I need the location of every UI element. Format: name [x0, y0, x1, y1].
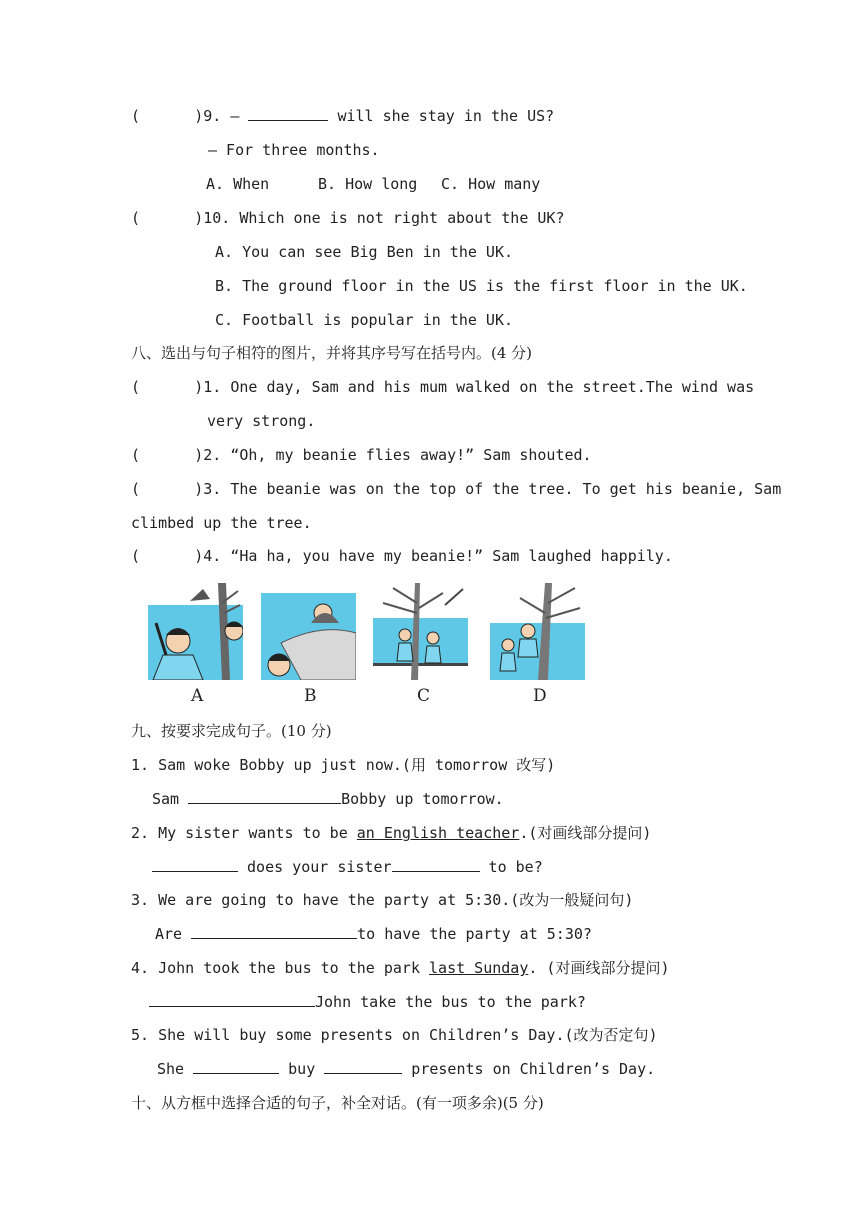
s8-paren: ( ): [131, 378, 204, 396]
q9-question: will she stay in the US?: [337, 107, 555, 125]
q9-dash: —: [230, 107, 240, 125]
q9-paren: ( ): [131, 107, 204, 125]
picture-label-a: A: [191, 686, 204, 706]
underlined-part: last Sunday: [429, 959, 529, 977]
answer-blank[interactable]: [191, 924, 357, 939]
answer-suffix: John take the bus to the park?: [315, 993, 586, 1011]
q10-option-c: C. Football is popular in the UK.: [215, 311, 514, 329]
s8-item-2: [131, 445, 592, 465]
q9-number: 9.: [203, 107, 222, 125]
answer-blank[interactable]: [392, 857, 480, 872]
picture-label-d: D: [533, 686, 547, 706]
q9-option-b: B. How long: [318, 175, 418, 193]
q9-option-a: A. When: [206, 175, 270, 193]
s8-text: 2. “Oh, my beanie flies away!” Sam shouted.: [203, 446, 592, 464]
answer-blank[interactable]: [193, 1059, 279, 1074]
q10-option-a: A. You can see Big Ben in the UK.: [215, 243, 514, 261]
s9-q1-answer: [152, 789, 504, 809]
s9-q2-answer: [152, 857, 543, 877]
question-instruction: .(对画线部分提问): [519, 824, 652, 842]
picture-b: [261, 583, 356, 680]
picture-label-c: C: [417, 686, 431, 706]
q10-paren: ( ): [131, 209, 204, 227]
s9-q5-answer: [157, 1059, 655, 1079]
s9-q4: [131, 958, 669, 978]
answer-middle: buy: [279, 1060, 325, 1078]
s8-text: 1. One day, Sam and his mum walked on the street.The wind was: [203, 378, 755, 396]
question-text: 4. John took the bus to the park: [131, 959, 430, 977]
answer-suffix: to have the party at 5:30?: [357, 925, 592, 943]
picture-label-b: B: [304, 686, 317, 706]
s8-item-1-cont: very strong.: [207, 412, 316, 430]
s9-q2: [131, 823, 651, 843]
question-instruction: . (对画线部分提问): [528, 959, 670, 977]
picture-d: [490, 583, 585, 680]
s8-paren: ( ): [131, 446, 204, 464]
underlined-part: an English teacher: [356, 824, 520, 842]
answer-prefix: She: [157, 1060, 194, 1078]
question-text: 2. My sister wants to be: [131, 824, 357, 842]
answer-suffix: to be?: [479, 858, 543, 876]
s9-q3-answer: [155, 924, 592, 944]
section9-heading: 九、按要求完成句子。(10 分): [131, 722, 332, 740]
answer-suffix: Bobby up tomorrow.: [341, 790, 504, 808]
s8-paren: ( ): [131, 480, 204, 498]
q10-line: [131, 208, 564, 228]
answer-prefix: Are: [155, 925, 192, 943]
picture-c: [373, 583, 468, 680]
answer-blank[interactable]: [149, 992, 315, 1007]
s9-q1: 1. Sam woke Bobby up just now.(用 tomorrow 改写): [131, 756, 556, 774]
s8-item-4: [131, 546, 673, 566]
answer-middle: does your sister: [238, 858, 392, 876]
q9-option-c: C. How many: [441, 175, 541, 193]
s8-item-3-cont: climbed up the tree.: [131, 514, 312, 532]
answer-blank[interactable]: [152, 857, 238, 872]
answer-suffix: presents on Children’s Day.: [402, 1060, 656, 1078]
s8-item-3: [131, 479, 781, 499]
section10-heading: 十、从方框中选择合适的句子，补全对话。(有一项多余)(5 分): [131, 1094, 544, 1112]
q9-answer-line: — For three months.: [208, 141, 380, 159]
s8-text: 3. The beanie was on the top of the tree. To get his beanie, Sam: [203, 480, 782, 498]
q10-option-b: B. The ground floor in the US is the first floor in the UK.: [215, 277, 748, 295]
answer-blank[interactable]: [248, 106, 328, 121]
q10-question: 10. Which one is not right about the UK?: [203, 209, 565, 227]
answer-blank[interactable]: [324, 1059, 402, 1074]
section8-heading: 八、选出与句子相符的图片，并将其序号写在括号内。(4 分): [131, 344, 533, 362]
s8-text: 4. “Ha ha, you have my beanie!” Sam laughed happily.: [203, 547, 673, 565]
s9-q4-answer: [149, 992, 586, 1012]
q9-line: [131, 106, 554, 126]
s8-item-1: [131, 377, 754, 397]
answer-blank[interactable]: [188, 789, 341, 804]
answer-prefix: Sam: [152, 790, 189, 808]
picture-a: [148, 583, 243, 680]
s9-q3: 3. We are going to have the party at 5:30.(改为一般疑问句): [131, 891, 634, 909]
s9-q5: 5. She will buy some presents on Children’s Day.(改为否定句): [131, 1026, 658, 1044]
s8-paren: ( ): [131, 547, 204, 565]
